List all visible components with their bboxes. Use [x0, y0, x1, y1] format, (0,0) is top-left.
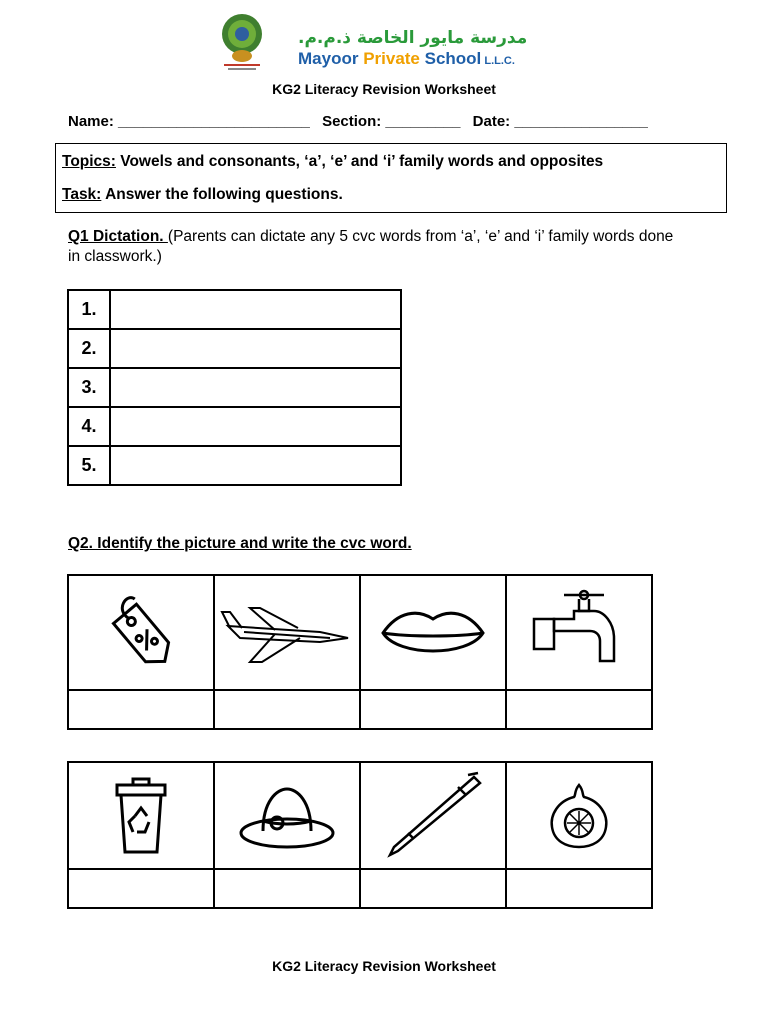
picture-cell: [360, 575, 506, 690]
picture-cell: [214, 575, 360, 690]
answer-cell[interactable]: [360, 869, 506, 908]
topics-box: [55, 143, 727, 213]
answer-cell[interactable]: [506, 690, 652, 729]
q2-heading: Q2. Identify the picture and write the cvc word.: [68, 535, 412, 552]
topics-text: Vowels and consonants, ‘a’, ‘e’ and ‘i’ family words and opposites: [115, 153, 604, 170]
tag-icon: [96, 588, 186, 678]
picture-cell: [506, 575, 652, 690]
row-number: 5.: [68, 446, 110, 485]
section-field-label: Section: _________: [322, 113, 461, 130]
footer-title: KG2 Literacy Revision Worksheet: [272, 958, 496, 974]
task-label: Task:: [62, 186, 102, 203]
topics-line: [62, 153, 603, 171]
answer-cell[interactable]: [68, 869, 214, 908]
table-row: [68, 329, 401, 368]
picture-row: [68, 575, 652, 690]
picture-cell: [68, 762, 214, 869]
picture-cell: [506, 762, 652, 869]
row-number: 2.: [68, 329, 110, 368]
picture-table-2: [67, 761, 653, 909]
table-row: [68, 446, 401, 485]
answer-cell[interactable]: [68, 690, 214, 729]
row-number: 3.: [68, 368, 110, 407]
lips-icon: [378, 603, 488, 663]
q1-instruction: (Parents can dictate any 5 cvc words from ‘a’, ‘e’ and ‘i’ family words done in classwork.): [68, 228, 674, 265]
answer-cell[interactable]: [214, 869, 360, 908]
table-row: [68, 368, 401, 407]
table-row: [68, 290, 401, 329]
q1-instructions: [68, 227, 688, 267]
school-name-english: [298, 49, 515, 69]
school-name-part1: Mayoor: [298, 49, 364, 68]
q1-heading: Q1 Dictation.: [68, 228, 168, 245]
answer-cell[interactable]: [110, 290, 401, 329]
school-logo: [218, 12, 266, 74]
task-line: [62, 186, 343, 204]
answer-cell[interactable]: [110, 407, 401, 446]
picture-cell: [360, 762, 506, 869]
topics-label: Topics:: [62, 153, 116, 170]
tap-icon: [524, 583, 634, 683]
picture-row: [68, 762, 652, 869]
answer-cell[interactable]: [214, 690, 360, 729]
row-number: 1.: [68, 290, 110, 329]
answer-row: [68, 869, 652, 908]
school-name-part3: School: [419, 49, 482, 68]
picture-table-1: [67, 574, 653, 730]
worksheet-title: KG2 Literacy Revision Worksheet: [272, 81, 496, 97]
pen-icon: [378, 771, 488, 861]
picture-cell: [214, 762, 360, 869]
jet-icon: [220, 598, 354, 668]
name-field-label: Name: _______________________: [68, 113, 310, 130]
answer-cell[interactable]: [110, 329, 401, 368]
answer-row: [68, 690, 652, 729]
task-text: Answer the following questions.: [101, 186, 343, 203]
answer-cell[interactable]: [506, 869, 652, 908]
dictation-table: [67, 289, 402, 486]
school-name-part2: Private: [363, 49, 420, 68]
table-row: [68, 407, 401, 446]
picture-cell: [68, 575, 214, 690]
row-number: 4.: [68, 407, 110, 446]
date-field-label: Date: ________________: [472, 113, 648, 130]
school-name-arabic: مدرسة مايور الخاصة ذ.م.م.: [298, 28, 528, 48]
hat-icon: [237, 781, 337, 851]
bin-icon: [111, 776, 171, 856]
student-info-row: [68, 113, 656, 130]
answer-cell[interactable]: [110, 368, 401, 407]
fig-icon: [544, 781, 614, 851]
school-name-suffix: L.L.C.: [481, 55, 515, 67]
answer-cell[interactable]: [110, 446, 401, 485]
answer-cell[interactable]: [360, 690, 506, 729]
